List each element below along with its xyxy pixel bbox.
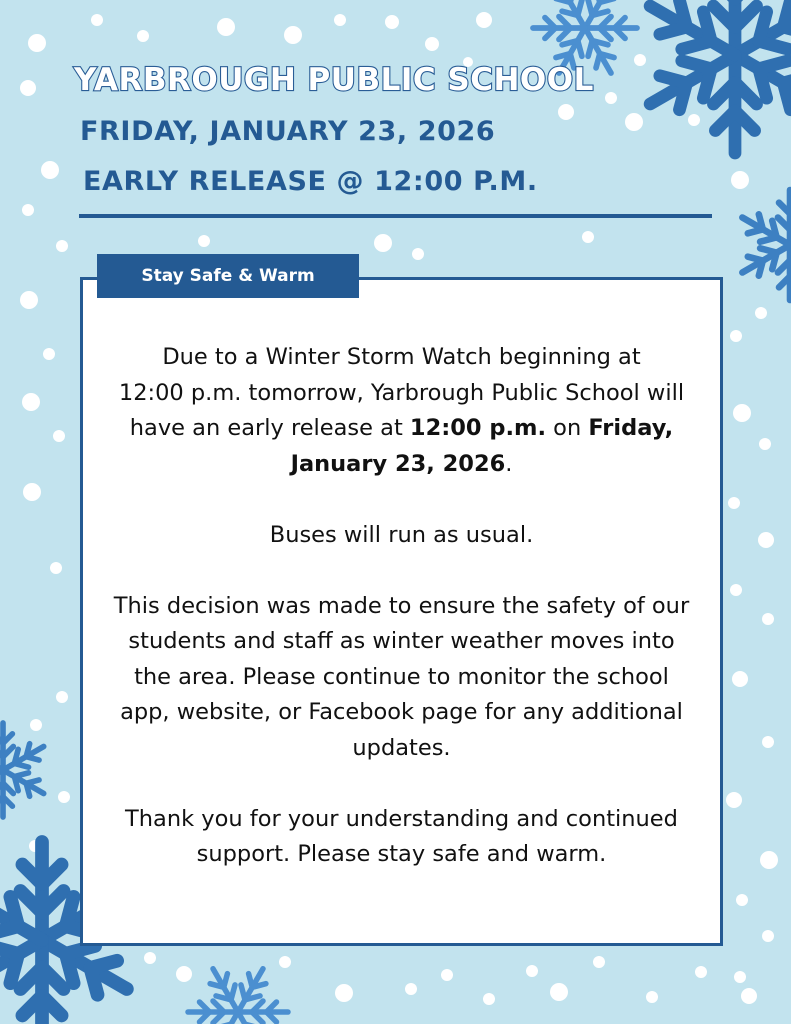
snow-dot: [646, 991, 658, 1003]
notice-line: Due to a Winter Storm Watch beginning at: [162, 344, 641, 370]
release-date-bold: January 23, 2026: [290, 450, 506, 477]
snow-dot: [736, 894, 748, 906]
notice-paragraph-reason: [83, 589, 720, 767]
notice-paragraph-announcement: [83, 340, 720, 482]
snow-dot: [762, 930, 774, 942]
snow-dot: [22, 393, 40, 411]
snow-dot: [483, 993, 495, 1005]
snow-dot: [20, 291, 38, 309]
snow-dot: [593, 956, 605, 968]
snow-dot: [688, 114, 700, 126]
snow-dot: [279, 956, 291, 968]
header-divider: [79, 214, 712, 218]
notice-line: on: [546, 415, 589, 441]
snow-dot: [198, 235, 210, 247]
snow-dot: [734, 971, 746, 983]
snow-dot: [91, 14, 103, 26]
snow-dot: [176, 966, 192, 982]
snow-dot: [43, 348, 55, 360]
snow-dot: [741, 988, 757, 1004]
snowflake-right-edge-icon: [736, 190, 791, 300]
snowflake-left-mid-icon: [0, 723, 49, 817]
notice-paragraph-thanks: [83, 802, 720, 873]
notice-line: app, website, or Facebook page for any additional: [120, 699, 683, 725]
notice-line: .: [505, 450, 513, 477]
snow-dot: [217, 18, 235, 36]
notice-line: updates.: [352, 734, 451, 761]
snow-dot: [58, 791, 70, 803]
event-date: FRIDAY, JANUARY 23, 2026: [80, 116, 496, 147]
release-time-bold: 12:00 p.m.: [409, 415, 547, 441]
snow-dot: [137, 30, 149, 42]
notice-line: have an early release at: [129, 415, 410, 441]
snow-dot: [732, 671, 748, 687]
snow-dot: [733, 404, 751, 422]
notice-line: the area. Please continue to monitor the school: [134, 663, 669, 690]
snow-dot: [730, 330, 742, 342]
snow-dot: [558, 104, 574, 120]
snow-dot: [23, 483, 41, 501]
snow-dot: [758, 532, 774, 548]
snow-dot: [550, 983, 568, 1001]
notice-line: Buses will run as usual.: [269, 521, 534, 548]
snow-dot: [728, 497, 740, 509]
notice-paragraph-buses: [83, 518, 720, 554]
snow-dot: [730, 584, 742, 596]
snow-dot: [412, 248, 424, 260]
snow-dot: [526, 965, 538, 977]
snow-dot: [335, 984, 353, 1002]
notice-line: students and staff as winter weather moves into: [128, 628, 675, 654]
snow-dot: [30, 719, 42, 731]
snow-dot: [582, 231, 594, 243]
snow-dot: [385, 15, 399, 29]
snow-dot: [28, 34, 46, 52]
snow-dot: [759, 438, 771, 450]
snow-dot: [695, 966, 707, 978]
stay-safe-tag: Stay Safe & Warm: [97, 254, 359, 298]
notice-line: This decision was made to ensure the safety of our: [113, 592, 690, 619]
snow-dot: [762, 736, 774, 748]
snow-dot: [56, 691, 68, 703]
snow-dot: [476, 12, 492, 28]
snow-dot: [41, 161, 59, 179]
snow-dot: [20, 80, 36, 96]
snow-dot: [726, 792, 742, 808]
snow-dot: [760, 851, 778, 869]
snow-dot: [405, 983, 417, 995]
snow-dot: [731, 171, 749, 189]
school-name-title: YARBROUGH PUBLIC SCHOOL: [74, 62, 594, 98]
snow-dot: [144, 952, 156, 964]
snow-dot: [22, 204, 34, 216]
notice-line: support. Please stay safe and warm.: [196, 841, 607, 867]
snow-dot: [334, 14, 346, 26]
snow-dot: [425, 37, 439, 51]
notice-card: [80, 277, 723, 946]
notice-line: 12:00 p.m. tomorrow, Yarbrough Public School will: [118, 379, 685, 406]
snow-dot: [50, 562, 62, 574]
notice-line: Thank you for your understanding and continued: [125, 805, 678, 832]
release-day-bold: Friday,: [588, 415, 674, 441]
snow-dot: [441, 969, 453, 981]
snow-dot: [284, 26, 302, 44]
snow-dot: [755, 307, 767, 319]
notice-body: [83, 340, 720, 908]
snow-dot: [625, 113, 643, 131]
snow-dot: [762, 613, 774, 625]
snow-dot: [374, 234, 392, 252]
early-release-time: EARLY RELEASE @ 12:00 P.M.: [83, 166, 538, 197]
snow-dot: [56, 240, 68, 252]
snow-dot: [53, 430, 65, 442]
